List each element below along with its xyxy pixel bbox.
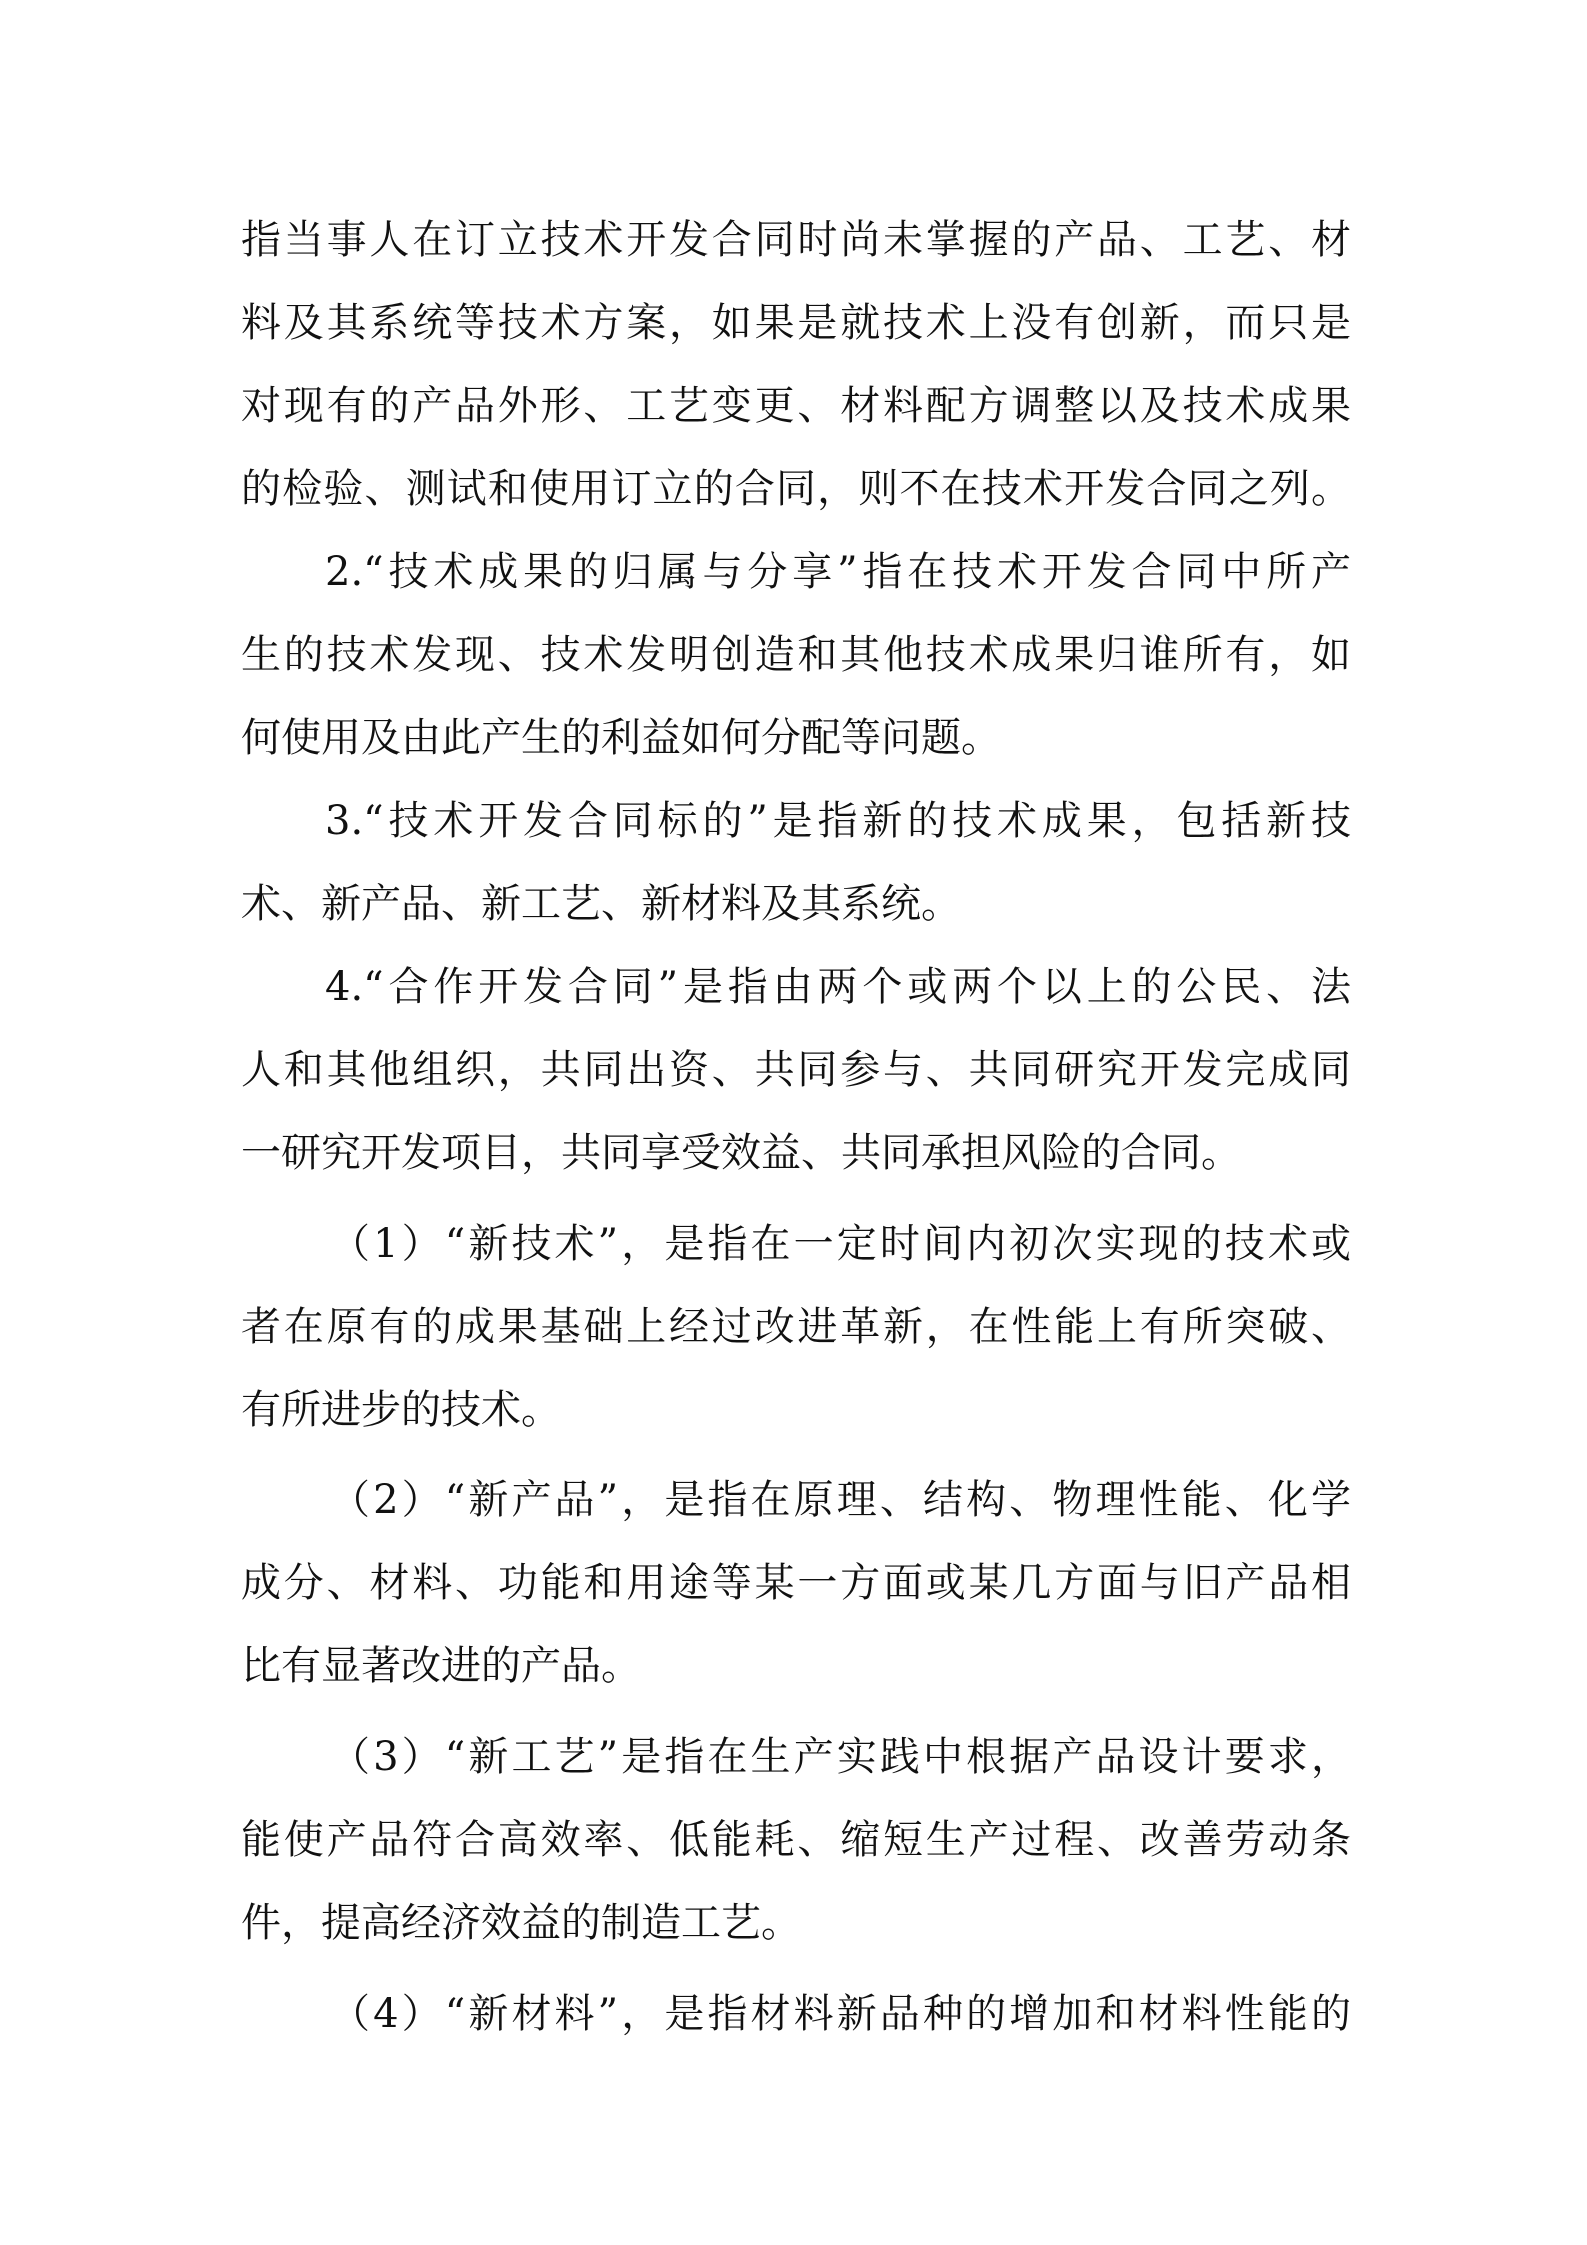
text-line: 对现有的产品外形、工艺变更、材料配方调整以及技术成果: [241, 383, 1351, 429]
text-line: 人和其他组织，共同出资、共同参与、共同研究开发完成同: [241, 1047, 1351, 1093]
text-line: 成分、材料、功能和用途等某一方面或某几方面与旧产品相: [241, 1560, 1351, 1606]
text-line: 生的技术发现、技术发明创造和其他技术成果归谁所有，如: [241, 632, 1351, 678]
text-line: （1）“新技术”，是指在一定时间内初次实现的技术或: [330, 1221, 1351, 1267]
text-line: 3.“技术开发合同标的”是指新的技术成果，包括新技: [325, 798, 1351, 844]
text-line: （3）“新工艺”是指在生产实践中根据产品设计要求，: [330, 1734, 1351, 1780]
text-line: 一研究开发项目，共同享受效益、共同承担风险的合同。: [241, 1130, 1241, 1176]
text-line: 术、新产品、新工艺、新材料及其系统。: [241, 881, 961, 927]
text-line: 的检验、测试和使用订立的合同，则不在技术开发合同之列。: [241, 466, 1351, 512]
text-line: 比有显著改进的产品。: [241, 1643, 641, 1689]
text-line: 有所进步的技术。: [241, 1387, 561, 1433]
text-line: 4.“合作开发合同”是指由两个或两个以上的公民、法: [325, 964, 1351, 1010]
text-line: （4）“新材料”，是指材料新品种的增加和材料性能的: [330, 1991, 1351, 2037]
text-line: 能使产品符合高效率、低能耗、缩短生产过程、改善劳动条: [241, 1817, 1351, 1863]
text-line: 者在原有的成果基础上经过改进革新，在性能上有所突破、: [241, 1304, 1351, 1350]
text-line: 料及其系统等技术方案，如果是就技术上没有创新，而只是: [241, 300, 1351, 346]
text-line: 指当事人在订立技术开发合同时尚未掌握的产品、工艺、材: [241, 217, 1351, 263]
text-line: 件，提高经济效益的制造工艺。: [241, 1900, 801, 1946]
text-line: 2.“技术成果的归属与分享”指在技术开发合同中所产: [325, 549, 1351, 595]
text-line: 何使用及由此产生的利益如何分配等问题。: [241, 715, 1001, 761]
text-line: （2）“新产品”，是指在原理、结构、物理性能、化学: [330, 1477, 1351, 1523]
